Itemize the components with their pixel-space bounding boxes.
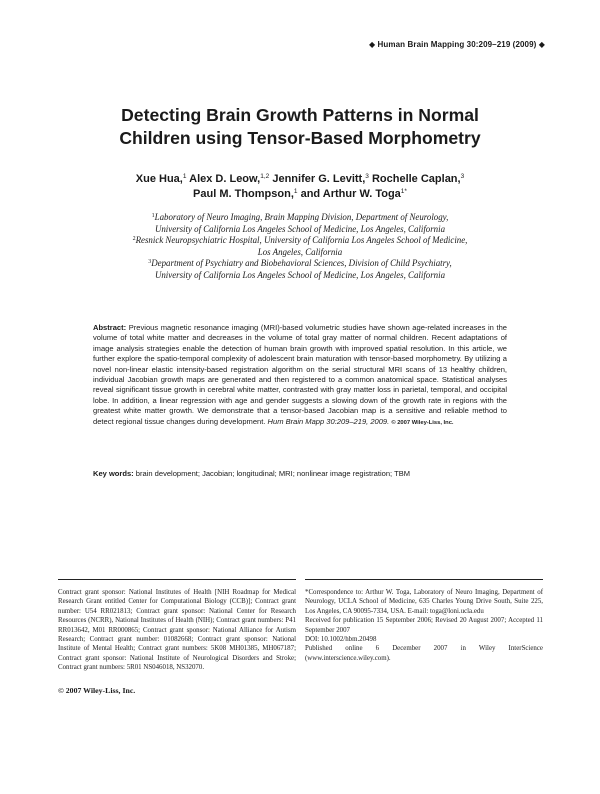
doi-text: DOI: 10.1002/hbm.20498	[305, 636, 377, 644]
author-affil-mark: 3	[460, 173, 465, 180]
abstract-label: Abstract:	[93, 323, 127, 332]
author-affil-mark: 1	[293, 188, 298, 195]
running-head: ◆ Human Brain Mapping 30:209–219 (2009) ◆	[368, 40, 545, 49]
author-affil-mark: 1	[182, 173, 187, 180]
author-name: Paul M. Thompson,	[193, 188, 294, 200]
affiliation-line: Los Angeles, California	[257, 246, 343, 257]
title-line: Detecting Brain Growth Patterns in Normal	[121, 105, 479, 125]
footnote-divider	[58, 579, 296, 580]
footnote-divider	[305, 579, 543, 580]
affiliation-text: Department of Psychiatry and Biobehavioral Sciences, Division of Child Psychiatry,	[151, 258, 452, 269]
affiliation-line	[0, 258, 600, 270]
author-affil-mark: 1*	[400, 188, 407, 195]
correspondence-footnote	[305, 588, 543, 663]
affiliation-mark: 1	[151, 213, 155, 219]
author-name: Rochelle Caplan,	[371, 173, 461, 185]
author-affil-mark: 3	[365, 173, 369, 180]
affiliations	[0, 212, 600, 282]
keywords-label: Key words:	[93, 469, 134, 478]
funding-text: Contract grant sponsor: National Institutes of Health [NIH Roadmap for Medical Research Grant entitled Center for Computational Biology (CCB)]; Contract grant number: U54 RR021813; Contract grant sponsor: National Center for Research Resources (NCRR), National Institutes of Health (NIH); Contract grant numbers: P41 RR013642, M01 RR000865; Contract grant sponsor: National Alliance for Autism Research; Contract grant number: 01082668; Contract grant sponsor: National Institute of Mental Health; Contract grant numbers: 5K08 MH01385, MH067187; Contract grant sponsor: National Institute of Neurological Disorders and Stroke; Contract grant numbers: 5R01 NS046018, NS32070.	[58, 589, 296, 672]
author-name: Jennifer G. Levitt,	[272, 173, 366, 185]
keywords-text: brain development; Jacobian; longitudinal; MRI; nonlinear image registration; TBM	[135, 469, 411, 478]
abstract-citation: Hum Brain Mapp 30:209–219, 2009.	[267, 416, 390, 426]
author-list	[0, 172, 600, 202]
affiliation-line: University of California Los Angeles School of Medicine, Los Angeles, California	[154, 269, 446, 280]
article-title	[0, 104, 600, 150]
author-name: Xue Hua,	[135, 173, 183, 185]
abstract-text: Previous magnetic resonance imaging (MRI)-based volumetric studies have shown age-related increases in the volume of total white matter and decreases in the volume of total gray matter of normal children. Recent adaptations of image analysis strategies enable the detection of human brain growth with improved spatial resolution. In this article, we further explore the spatio-temporal complexity of adolescent brain maturation with tensor-based morphometry. By utilizing a novel non-linear elastic intensity-based registration algorithm on the serial structural MRI scans of 13 healthy children, individual Jacobian growth maps are generated and then registered to a common anatomical space. Statistical analyses reveal significant tissue growth in cerebral white matter, contrasted with gray matter loss in parietal, temporal, and occipital lobe. In addition, a linear regression with age and gender suggests a slowing down of the growth rate in regions with the greatest white matter growth. We demonstrate that a tensor-based Jacobian map is a sensitive and reliable method to detect regional tissue changes during development.	[93, 323, 507, 426]
affiliation-line: University of California Los Angeles School of Medicine, Los Angeles, California	[154, 223, 446, 234]
received-text: Received for publication 15 September 2006; Revised 20 August 2007; Accepted 11 September 2007	[305, 617, 543, 634]
correspondence-text: *Correspondence to: Arthur W. Toga, Laboratory of Neuro Imaging, Department of Neurology, UCLA School of Medicine, 635 Charles Young Drive South, Suite 225, Los Angeles, CA 90095-7334, USA. E-mail: toga@loni.ucla.edu	[305, 589, 543, 615]
affiliation-text: Resnick Neuropsychiatric Hospital, University of California Los Angeles School of Medicine,	[135, 235, 468, 246]
affiliation-text: Laboratory of Neuro Imaging, Brain Mapping Division, Department of Neurology,	[154, 212, 449, 222]
author-affil-mark: 1,2	[260, 173, 270, 180]
author-name: Alex D. Leow,	[189, 173, 261, 185]
funding-footnote	[58, 588, 296, 673]
affiliation-mark: 3	[148, 259, 152, 266]
author-name: and Arthur W. Toga	[300, 188, 401, 200]
keywords	[93, 469, 507, 479]
abstract-copyright: © 2007 Wiley-Liss, Inc.	[391, 419, 454, 426]
author-line	[0, 172, 600, 187]
author-line	[0, 187, 600, 202]
affiliation-mark: 2	[132, 236, 136, 243]
affiliation-line	[0, 235, 600, 247]
affiliation-line	[0, 212, 600, 224]
abstract	[93, 323, 507, 428]
published-text: Published online 6 December 2007 in Wiley InterScience (www.interscience.wiley.com).	[305, 645, 543, 662]
title-line: Children using Tensor-Based Morphometry	[119, 128, 481, 148]
copyright-footer: © 2007 Wiley-Liss, Inc.	[58, 686, 136, 695]
